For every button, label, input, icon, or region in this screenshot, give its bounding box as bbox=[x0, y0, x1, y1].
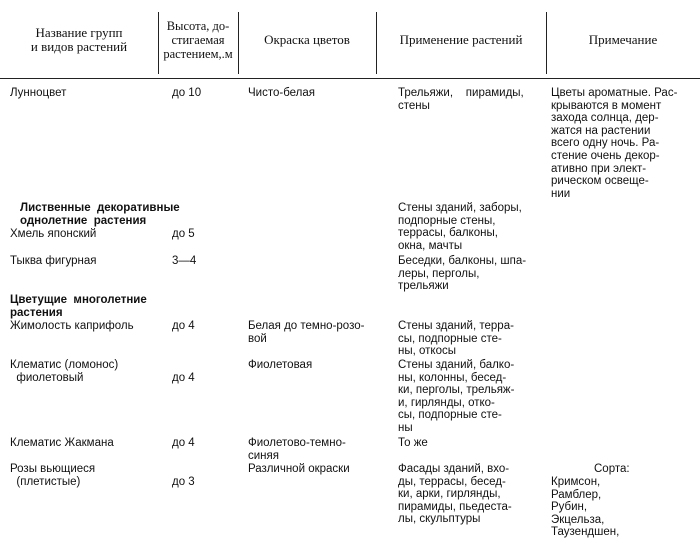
flower-color: Фиолетово-темно- синяя bbox=[248, 437, 346, 462]
header-plant-names: Название групп и видов растений bbox=[30, 25, 128, 54]
plant-note: Цветы ароматные. Рас- крываются в момент захода солнца, дер- жатся на растении всего одну ночь. Ра- стение очень декор- ативно при элект- рическом освеще- нии bbox=[551, 87, 678, 200]
plant-name: Розы вьющиеся (плетистые) bbox=[10, 463, 96, 488]
plant-name: Лунноцвет bbox=[10, 87, 67, 99]
plant-usage: То же bbox=[398, 437, 428, 449]
section-heading: Цветущие многолетние растения bbox=[10, 294, 147, 319]
flower-color: Белая до темно-розо- вой bbox=[248, 320, 365, 345]
plant-note: Кримсон, Рамблер, Рубин, Экцельза, Таузендшен, bbox=[551, 476, 620, 539]
plant-usage: Фасады зданий, вхо- ды, террасы, бесед- ки, арки, гирлянды, пирамиды, пьедеста- лы, скульптуры bbox=[398, 463, 512, 526]
plant-height: до 3 bbox=[172, 476, 195, 488]
plant-height: до 10 bbox=[172, 87, 202, 99]
section-heading: Лиственные декоративные однолетние растения bbox=[20, 202, 180, 227]
plant-name: Хмель японский bbox=[10, 228, 97, 240]
plant-height: до 4 bbox=[172, 437, 195, 449]
plant-name: Клематис Жакмана bbox=[10, 437, 114, 449]
plant-name: Жимолость каприфоль bbox=[10, 320, 134, 332]
plant-usage: Стены зданий, заборы, подпорные стены, террасы, балконы, окна, мачты bbox=[398, 202, 522, 252]
plant-usage: Стены зданий, терра- сы, подпорные сте- ны, откосы bbox=[398, 320, 514, 358]
header-usage: Применение растений bbox=[399, 32, 523, 47]
flower-color: Чисто-белая bbox=[248, 87, 316, 99]
flower-color: Фиолетовая bbox=[248, 359, 313, 371]
plant-height: до 4 bbox=[172, 372, 195, 384]
table-header bbox=[0, 2, 700, 79]
plant-height: до 5 bbox=[172, 228, 195, 240]
header-height: Высота, до- стигаемая растением,.м bbox=[163, 19, 233, 61]
flower-color: Различной окраски bbox=[248, 463, 350, 475]
plant-usage: Беседки, балконы, шпа- леры, перголы, трельяжи bbox=[398, 255, 527, 293]
header-flower-color: Окраска цветов bbox=[264, 32, 350, 47]
plant-height: до 4 bbox=[172, 320, 195, 332]
plant-note-title: Сорта: bbox=[594, 463, 630, 475]
plant-name: Клематис (ломонос) фиолетовый bbox=[10, 359, 119, 384]
plant-height: 3—4 bbox=[172, 255, 197, 267]
plant-name: Тыква фигурная bbox=[10, 255, 97, 267]
plant-usage: Трельяжи, пирамиды, стены bbox=[398, 87, 524, 112]
header-notes: Примечание bbox=[588, 32, 658, 47]
plant-usage: Стены зданий, балко- ны, колонны, бесед- ки, перголы, трельяж- и, гирлянды, отко- сы, подпорные сте- ны bbox=[398, 359, 515, 434]
